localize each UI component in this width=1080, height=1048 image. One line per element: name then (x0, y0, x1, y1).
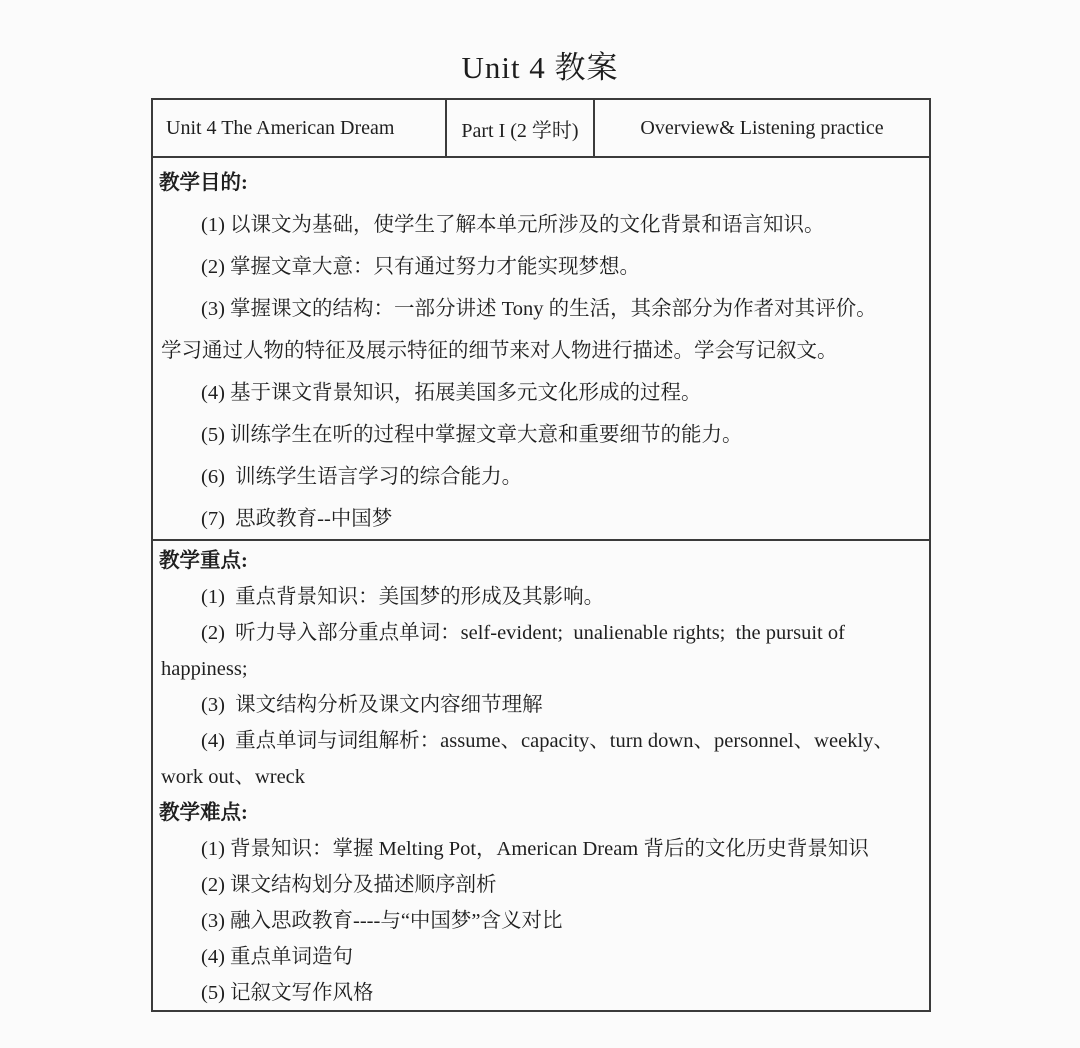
objective-item-7: (7) 思政教育--中国梦 (201, 508, 393, 530)
header-cell-part: Part I (2 学时) (445, 100, 595, 156)
header-cell-unit: Unit 4 The American Dream (166, 116, 395, 139)
keypoint-item-2: (2) 听力导入部分重点单词：self-evident; unalienable rights; the pursuit of (201, 622, 845, 644)
objective-item-3-continuation: 学习通过人物的特征及展示特征的细节来对人物进行描述。学会写记叙文。 (161, 340, 838, 362)
objective-item-2: (2) 掌握文章大意：只有通过努力才能实现梦想。 (201, 256, 641, 278)
objectives-cell (153, 158, 929, 541)
table-header-row (153, 100, 929, 158)
difficulty-item-2: (2) 课文结构划分及描述顺序剖析 (201, 874, 497, 896)
difficulty-item-4: (4) 重点单词造句 (201, 946, 354, 968)
lesson-plan-table (151, 98, 931, 1012)
keypoints-heading: 教学重点: (159, 550, 248, 572)
keypoint-item-1: (1) 重点背景知识：美国梦的形成及其影响。 (201, 586, 605, 608)
objective-item-4: (4) 基于课文背景知识，拓展美国多元文化形成的过程。 (201, 382, 702, 404)
keypoint-item-4: (4) 重点单词与词组解析：assume、capacity、turn down、personnel、weekly、 (201, 730, 894, 752)
keypoint-item-3: (3) 课文结构分析及课文内容细节理解 (201, 694, 543, 716)
page-title: Unit 4 教案 (461, 50, 619, 85)
keypoint-item-4-continuation: work out、wreck (161, 766, 306, 788)
objective-item-3: (3) 掌握课文的结构：一部分讲述 Tony 的生活，其余部分为作者对其评价。 (201, 298, 877, 320)
keypoint-item-2-continuation: happiness; (161, 658, 248, 680)
difficulty-item-1: (1) 背景知识：掌握 Melting Pot，American Dream 背后的文化历史背景知识 (201, 838, 869, 860)
header-cell-topic: Overview& Listening practice (640, 116, 884, 139)
difficulty-item-5: (5) 记叙文写作风格 (201, 982, 374, 1004)
objective-item-6: (6) 训练学生语言学习的综合能力。 (201, 466, 523, 488)
difficulty-item-3: (3) 融入思政教育----与“中国梦”含义对比 (201, 910, 563, 932)
objective-item-5: (5) 训练学生在听的过程中掌握文章大意和重要细节的能力。 (201, 424, 743, 446)
objective-item-1: (1) 以课文为基础，使学生了解本单元所涉及的文化背景和语言知识。 (201, 214, 825, 236)
difficulties-heading: 教学难点: (159, 802, 248, 824)
objectives-heading: 教学目的: (159, 172, 248, 194)
keypoints-difficulties-cell (153, 541, 929, 1010)
